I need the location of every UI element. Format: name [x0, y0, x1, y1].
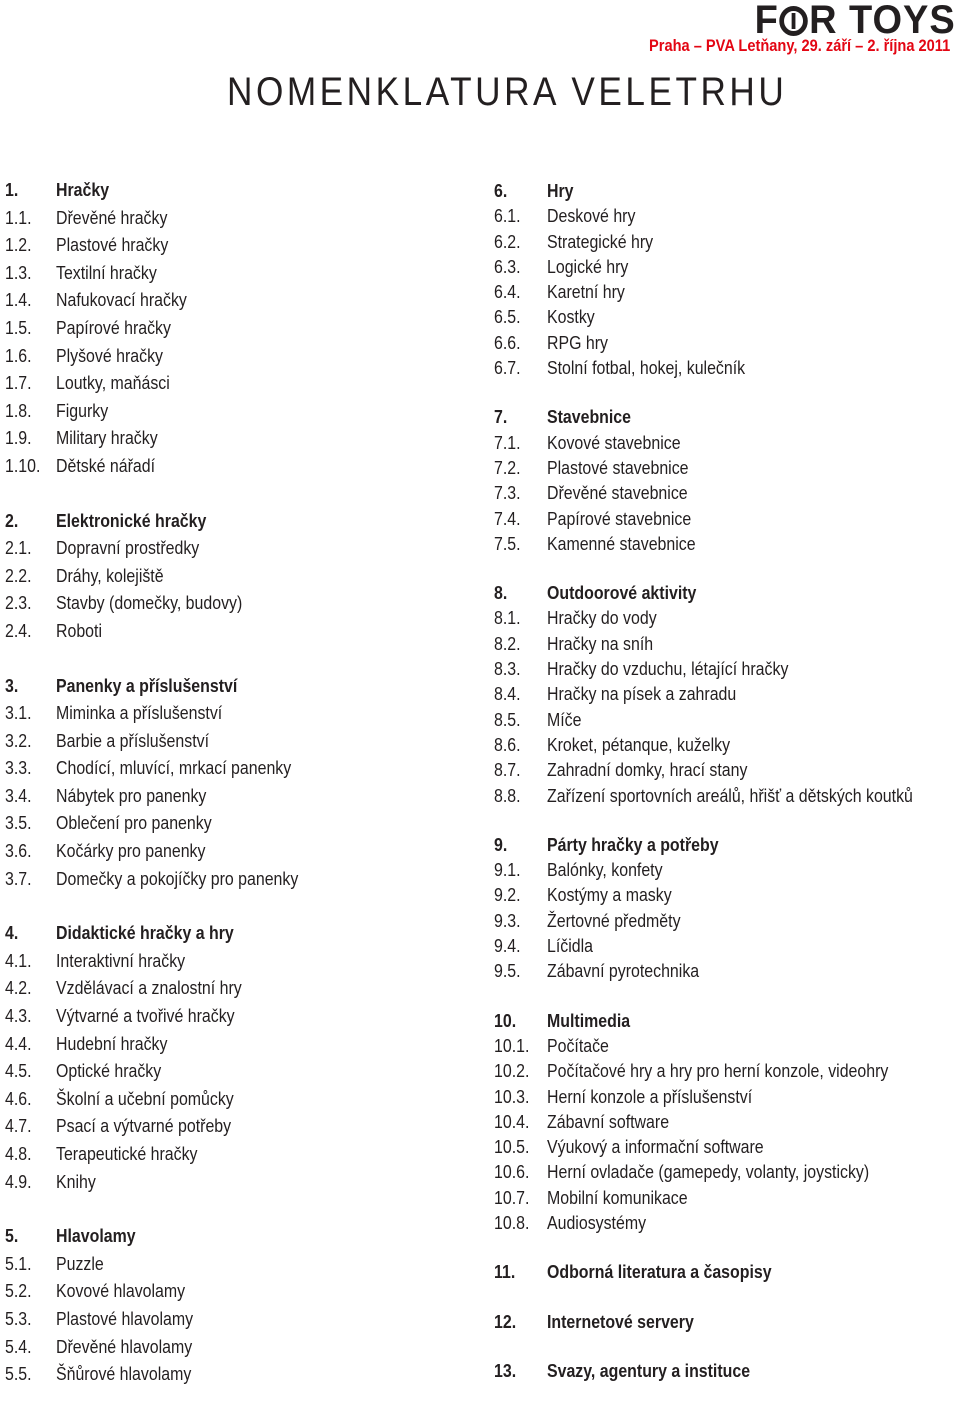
item-label: Zábavní software: [547, 1110, 670, 1132]
section-title: Odborná literatura a časopisy: [547, 1261, 772, 1283]
item-number: 6.3.: [494, 255, 521, 277]
item-label: Kočárky pro panenky: [56, 840, 206, 862]
item-number: 10.6.: [494, 1161, 530, 1183]
item-number: 2.2.: [5, 564, 32, 586]
item-number: 8.5.: [494, 708, 521, 730]
list-item: [494, 681, 960, 706]
item-label: Plyšové hračky: [56, 344, 163, 366]
list-item: [5, 286, 338, 314]
item-number: 8.4.: [494, 683, 521, 705]
item-number: 4.6.: [5, 1087, 32, 1109]
item-number: 8.8.: [494, 784, 521, 806]
item-number: 3.3.: [5, 757, 32, 779]
item-label: Dřevěné hračky: [56, 206, 168, 228]
list-item: [494, 631, 960, 656]
item-number: 8.2.: [494, 632, 521, 654]
item-number: 4.3.: [5, 1005, 32, 1027]
item-label: Audiosystémy: [547, 1211, 647, 1233]
item-label: Zařízení sportovních areálů, hřišť a dětských koutků: [547, 784, 913, 806]
item-label: Miminka a příslušenství: [56, 702, 223, 724]
item-label: Strategické hry: [547, 230, 654, 252]
item-label: Dopravní prostředky: [56, 537, 200, 559]
item-label: Kroket, pétanque, kuželky: [547, 733, 731, 755]
item-number: 9.2.: [494, 884, 521, 906]
list-item: [5, 204, 338, 232]
logo-text-right: R TOYS: [809, 0, 956, 42]
item-number: 4.7.: [5, 1115, 32, 1137]
list-item: [494, 1159, 960, 1184]
list-item: [494, 857, 960, 882]
item-label: Herní konzole a příslušenství: [547, 1085, 753, 1107]
item-number: 10.7.: [494, 1186, 530, 1208]
item-label: Chodící, mluvící, mrkací panenky: [56, 757, 292, 779]
section-title: Internetové servery: [547, 1310, 694, 1332]
section-title: Hry: [547, 180, 574, 201]
item-number: 7.1.: [494, 431, 521, 453]
section-heading: [494, 404, 960, 429]
item-number: 10.4.: [494, 1110, 530, 1132]
list-item: [5, 1085, 338, 1113]
item-label: Žertovné předměty: [547, 909, 681, 931]
list-item: [5, 397, 338, 425]
item-label: Školní a učební pomůcky: [56, 1087, 234, 1109]
list-item: [494, 455, 960, 480]
item-label: Nábytek pro panenky: [56, 784, 207, 806]
item-label: Vzdělávací a znalostní hry: [56, 977, 242, 999]
item-number: 1.6.: [5, 344, 32, 366]
item-number: 5.2.: [5, 1280, 32, 1302]
item-number: 1.1.: [5, 206, 32, 228]
item-label: Výtvarné a tvořivé hračky: [56, 1005, 235, 1027]
item-label: Optické hračky: [56, 1060, 162, 1082]
item-label: Plastové hračky: [56, 234, 169, 256]
section-heading: [5, 919, 338, 947]
section-number: 4.: [5, 922, 19, 944]
item-label: Herní ovladače (gamepedy, volanty, joysticky): [547, 1161, 870, 1183]
item-label: Nafukovací hračky: [56, 289, 187, 311]
item-label: RPG hry: [547, 331, 609, 353]
item-number: 7.3.: [494, 482, 521, 504]
list-item: [494, 1185, 960, 1210]
item-label: Domečky a pokojíčky pro panenky: [56, 867, 299, 889]
list-item: [494, 605, 960, 630]
item-number: 3.4.: [5, 784, 32, 806]
item-number: 8.3.: [494, 658, 521, 680]
item-number: 1.4.: [5, 289, 32, 311]
item-label: Hračky na sníh: [547, 632, 654, 654]
list-item: [494, 430, 960, 455]
event-info: Praha – PVA Letňany, 29. září – 2. října 2011: [648, 36, 950, 55]
section-heading: [5, 507, 338, 535]
item-number: 4.9.: [5, 1170, 32, 1192]
list-item: [494, 958, 960, 983]
item-number: 6.1.: [494, 205, 521, 227]
item-label: Psací a výtvarné potřeby: [56, 1115, 232, 1137]
section-number: 9.: [494, 833, 508, 855]
list-item: [5, 589, 338, 617]
list-item: [5, 1305, 338, 1333]
list-item: [5, 1002, 338, 1030]
item-number: 2.1.: [5, 537, 32, 559]
item-number: 7.4.: [494, 507, 521, 529]
section-title: Panenky a příslušenství: [56, 674, 238, 696]
item-label: Military hračky: [56, 427, 158, 449]
list-item: [5, 1250, 338, 1278]
item-label: Počítačové hry a hry pro herní konzole, videohry: [547, 1060, 889, 1082]
item-number: 1.5.: [5, 316, 32, 338]
list-item: [494, 279, 960, 304]
list-item: [494, 757, 960, 782]
item-number: 4.5.: [5, 1060, 32, 1082]
list-item: [5, 1030, 338, 1058]
section: [494, 1358, 960, 1383]
item-number: 1.10.: [5, 454, 41, 476]
list-item: [5, 369, 338, 397]
item-label: Líčidla: [547, 935, 593, 957]
section-title: Hlavolamy: [56, 1225, 136, 1247]
list-item: [5, 1140, 338, 1168]
section: [494, 580, 960, 808]
list-item: [5, 809, 338, 837]
section-heading: [5, 672, 338, 700]
list-item: [5, 947, 338, 975]
section-number: 10.: [494, 1009, 517, 1031]
item-label: Výukový a informační software: [547, 1136, 764, 1158]
item-label: Kovové hlavolamy: [56, 1280, 186, 1302]
item-number: 10.3.: [494, 1085, 530, 1107]
section-number: 6.: [494, 180, 508, 201]
section-title: Párty hračky a potřeby: [547, 833, 719, 855]
item-number: 3.2.: [5, 729, 32, 751]
list-item: [494, 1058, 960, 1083]
section-number: 3.: [5, 674, 19, 696]
item-label: Dětské nářadí: [56, 454, 156, 476]
section-title: Outdoorové aktivity: [547, 582, 697, 604]
item-label: Dřevěné hlavolamy: [56, 1335, 193, 1357]
list-item: [5, 452, 338, 480]
list-item: [494, 783, 960, 808]
section-heading: [494, 580, 960, 605]
list-item: [494, 707, 960, 732]
item-label: Zahradní domky, hrací stany: [547, 759, 748, 781]
item-label: Logické hry: [547, 255, 629, 277]
item-number: 8.6.: [494, 733, 521, 755]
list-item: [494, 908, 960, 933]
section-title: Multimedia: [547, 1009, 631, 1031]
item-label: Kostýmy a masky: [547, 884, 672, 906]
item-number: 4.2.: [5, 977, 32, 999]
item-label: Knihy: [56, 1170, 96, 1192]
section-title: Svazy, agentury a instituce: [547, 1359, 751, 1381]
item-label: Stolní fotbal, hokej, kulečník: [547, 357, 746, 379]
item-number: 8.7.: [494, 759, 521, 781]
section: [494, 178, 960, 380]
item-number: 3.1.: [5, 702, 32, 724]
item-number: 4.1.: [5, 949, 32, 971]
item-label: Roboti: [56, 619, 102, 641]
item-number: 1.9.: [5, 427, 32, 449]
list-item: [494, 304, 960, 329]
item-number: 6.6.: [494, 331, 521, 353]
item-number: 5.3.: [5, 1307, 32, 1329]
section-heading: [494, 832, 960, 857]
section-number: 2.: [5, 509, 19, 531]
list-item: [494, 480, 960, 505]
item-label: Počítače: [547, 1034, 609, 1056]
section-heading: [494, 1259, 960, 1284]
list-item: [5, 314, 338, 342]
list-item: [5, 865, 338, 893]
item-number: 10.2.: [494, 1060, 530, 1082]
item-number: 3.7.: [5, 867, 32, 889]
item-number: 1.2.: [5, 234, 32, 256]
item-label: Barbie a příslušenství: [56, 729, 209, 751]
item-number: 9.3.: [494, 909, 521, 931]
item-label: Hračky do vzduchu, létající hračky: [547, 658, 789, 680]
item-label: Papírové hračky: [56, 316, 171, 338]
item-label: Terapeutické hračky: [56, 1143, 198, 1164]
list-item: [494, 229, 960, 254]
list-item: [5, 1168, 338, 1196]
section: [5, 672, 338, 893]
section-number: 5.: [5, 1225, 19, 1247]
item-label: Interaktivní hračky: [56, 949, 186, 971]
item-number: 9.1.: [494, 859, 521, 881]
section-number: 12.: [494, 1310, 517, 1332]
item-label: Balónky, konfety: [547, 859, 663, 881]
right-column: [494, 178, 960, 1407]
section-number: 1.: [5, 179, 19, 200]
list-item: [5, 1277, 338, 1305]
item-number: 10.1.: [494, 1034, 530, 1056]
section: [5, 176, 338, 480]
list-item: [5, 424, 338, 452]
logo-text-left: F: [754, 0, 780, 42]
for-toys-logo: [755, 0, 956, 40]
section-heading: [5, 176, 338, 204]
item-label: Hudební hračky: [56, 1032, 168, 1054]
list-item: [5, 1360, 338, 1388]
list-item: [494, 1084, 960, 1109]
item-label: Plastové hlavolamy: [56, 1307, 194, 1329]
section: [494, 1008, 960, 1236]
list-item: [494, 531, 960, 556]
section-title: Hračky: [56, 179, 110, 200]
list-item: [494, 656, 960, 681]
item-number: 2.3.: [5, 592, 32, 614]
item-number: 1.8.: [5, 399, 32, 421]
list-item: [5, 562, 338, 590]
section-number: 11.: [494, 1261, 516, 1283]
section-number: 8.: [494, 582, 508, 604]
item-number: 1.3.: [5, 261, 32, 283]
section-heading: [494, 1358, 960, 1383]
list-item: [5, 342, 338, 370]
list-item: [494, 330, 960, 355]
item-number: 3.6.: [5, 840, 32, 862]
section: [494, 832, 960, 984]
list-item: [494, 1210, 960, 1235]
item-number: 1.7.: [5, 372, 32, 394]
list-item: [494, 203, 960, 228]
item-label: Deskové hry: [547, 205, 636, 227]
item-number: 4.4.: [5, 1032, 32, 1054]
list-item: [5, 617, 338, 645]
list-item: [5, 1333, 338, 1361]
section-heading: [494, 1008, 960, 1033]
item-label: Míče: [547, 708, 582, 730]
item-label: Stavby (domečky, budovy): [56, 592, 243, 614]
item-number: 10.5.: [494, 1136, 530, 1158]
section: [494, 1259, 960, 1284]
page-title: NOMENKLATURA VELETRHU: [227, 70, 788, 114]
item-number: 7.2.: [494, 456, 521, 478]
list-item: [5, 1057, 338, 1085]
item-label: Karetní hry: [547, 281, 625, 303]
item-number: 7.5.: [494, 532, 521, 554]
item-label: Hračky na písek a zahradu: [547, 683, 737, 705]
item-label: Textilní hračky: [56, 261, 157, 283]
item-number: 4.8.: [5, 1143, 32, 1164]
item-number: 6.2.: [494, 230, 521, 252]
list-item: [494, 1109, 960, 1134]
item-label: Oblečení pro panenky: [56, 812, 212, 834]
list-item: [5, 974, 338, 1002]
list-item: [494, 732, 960, 757]
item-number: 6.7.: [494, 357, 521, 379]
left-column: [5, 176, 338, 1415]
section: [5, 1222, 338, 1388]
list-item: [5, 837, 338, 865]
item-number: 6.4.: [494, 281, 521, 303]
list-item: [5, 782, 338, 810]
list-item: [494, 506, 960, 531]
list-item: [494, 1134, 960, 1159]
list-item: [494, 254, 960, 279]
section-title: Didaktické hračky a hry: [56, 922, 234, 944]
item-label: Dřevěné stavebnice: [547, 482, 688, 504]
item-label: Dráhy, kolejiště: [56, 564, 164, 586]
item-number: 5.4.: [5, 1335, 32, 1357]
section-heading: [494, 178, 960, 203]
item-label: Kamenné stavebnice: [547, 532, 696, 554]
section-heading: [494, 1309, 960, 1334]
list-item: [494, 355, 960, 380]
list-item: [5, 259, 338, 287]
item-number: 9.5.: [494, 960, 521, 982]
section-title: Stavebnice: [547, 406, 632, 428]
item-label: Plastové stavebnice: [547, 456, 689, 478]
item-number: 2.4.: [5, 619, 32, 641]
item-label: Zábavní pyrotechnika: [547, 960, 700, 982]
item-number: 8.1.: [494, 607, 521, 629]
section-number: 13.: [494, 1359, 517, 1381]
item-number: 10.8.: [494, 1211, 530, 1233]
section: [494, 1309, 960, 1334]
section: [494, 404, 960, 556]
list-item: [494, 1033, 960, 1058]
item-label: Hračky do vody: [547, 607, 657, 629]
section-number: 7.: [494, 406, 508, 428]
item-label: Šňůrové hlavolamy: [56, 1363, 192, 1385]
item-label: Kovové stavebnice: [547, 431, 681, 453]
logo-o-ring-icon: [780, 6, 809, 36]
list-item: [5, 1112, 338, 1140]
item-number: 5.5.: [5, 1363, 32, 1385]
list-item: [5, 699, 338, 727]
item-number: 5.1.: [5, 1252, 32, 1274]
section-title: Elektronické hračky: [56, 509, 207, 531]
list-item: [494, 933, 960, 958]
list-item: [5, 754, 338, 782]
section-heading: [5, 1222, 338, 1250]
list-item: [5, 727, 338, 755]
item-number: 3.5.: [5, 812, 32, 834]
item-label: Loutky, maňásci: [56, 372, 170, 394]
item-label: Mobilní komunikace: [547, 1186, 688, 1208]
item-label: Figurky: [56, 399, 109, 421]
section: [5, 919, 338, 1195]
item-label: Papírové stavebnice: [547, 507, 692, 529]
section: [5, 507, 338, 645]
item-label: Puzzle: [56, 1252, 104, 1274]
list-item: [494, 882, 960, 907]
list-item: [5, 231, 338, 259]
item-number: 6.5.: [494, 306, 521, 328]
item-label: Kostky: [547, 306, 595, 328]
list-item: [5, 534, 338, 562]
item-number: 9.4.: [494, 935, 521, 957]
